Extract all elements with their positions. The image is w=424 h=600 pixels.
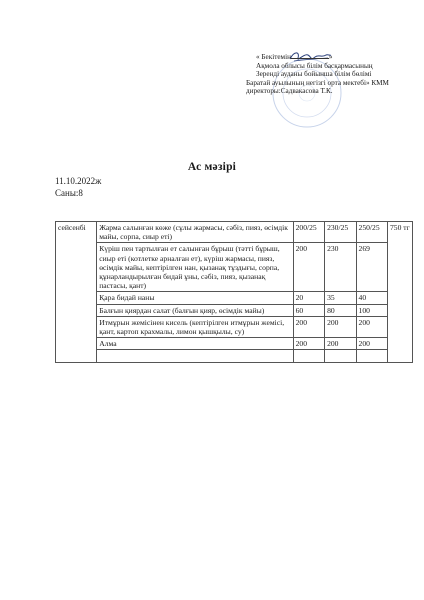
portion-q1: 200 (293, 338, 324, 350)
menu-row (56, 243, 413, 292)
portion-q1: 200 (293, 243, 324, 292)
portion-q3: 200 (356, 338, 387, 350)
menu-row (56, 292, 413, 304)
menu-count: Саны:8 (55, 188, 83, 198)
portion-q2: 35 (325, 292, 356, 304)
empty-cell (325, 350, 356, 362)
approval-line-3: Баратай ауылының негізгі орта мектебі» КММ (246, 78, 389, 87)
portion-q3: 250/25 (356, 222, 387, 243)
page-title: Ас мәзірі (187, 161, 237, 173)
dish-name: Итмұрын жемісінен кисель (кептірілген итмұрын жемісі, қант, картоп крахмалы, лимон қышқылы, су) (97, 316, 293, 337)
approval-block (246, 52, 416, 96)
dish-name: Күріш пен тартылған ет салынған бұрыш (тәтті бұрыш, сиыр еті (котлетке арналған ет), күріш жармасы, пияз, өсімдік майы, кептірілген нан, қызанақ тұздығы, сорпа, құнарландырылған бидай ұны, сәбіз, пияз, қызанақ пастасы, қант) (97, 243, 293, 292)
approval-line-4: директоры:Садвакасова Т.К. (246, 87, 333, 96)
portion-q1: 200 (293, 316, 324, 337)
portion-q3: 269 (356, 243, 387, 292)
empty-cell (293, 350, 324, 362)
portion-q1: 200/25 (293, 222, 324, 243)
portion-q3: 100 (356, 304, 387, 316)
menu-table (55, 221, 413, 363)
portion-q2: 230/25 (325, 222, 356, 243)
dish-name: Балғын қиярдан салат (балғын қияр, өсімдік майы) (97, 304, 293, 316)
portion-q1: 20 (293, 292, 324, 304)
menu-row (56, 222, 413, 243)
portion-q1: 60 (293, 304, 324, 316)
empty-cell (97, 350, 293, 362)
dish-name: Жарма салынған көже (сұлы жармасы, сәбіз, пияз, өсімдік майы, сорпа, сиыр еті) (97, 222, 293, 243)
portion-q2: 200 (325, 316, 356, 337)
approval-suffix: » (328, 53, 333, 61)
menu-row (56, 338, 413, 350)
approval-header (246, 52, 416, 62)
portion-q2: 200 (325, 338, 356, 350)
price-cell: 750 тг (387, 222, 412, 363)
menu-table-body (56, 222, 413, 363)
approval-line-2: Зеренді ауданы бойынша білім бөлімі (256, 70, 372, 79)
dish-name: Алма (97, 338, 293, 350)
empty-row (56, 350, 413, 362)
day-cell: сейсенбі (56, 222, 97, 363)
portion-q3: 200 (356, 316, 387, 337)
portion-q2: 80 (325, 304, 356, 316)
approval-line-1: Ақмола облысы білім басқармасының (256, 61, 373, 70)
menu-row (56, 304, 413, 316)
dish-name: Қара бидай наны (97, 292, 293, 304)
portion-q2: 230 (325, 243, 356, 292)
approval-prefix: « Бекітемін (256, 53, 291, 61)
signature-line (291, 52, 329, 59)
portion-q3: 40 (356, 292, 387, 304)
menu-row (56, 316, 413, 337)
empty-cell (356, 350, 387, 362)
menu-date: 11.10.2022ж (55, 176, 102, 186)
